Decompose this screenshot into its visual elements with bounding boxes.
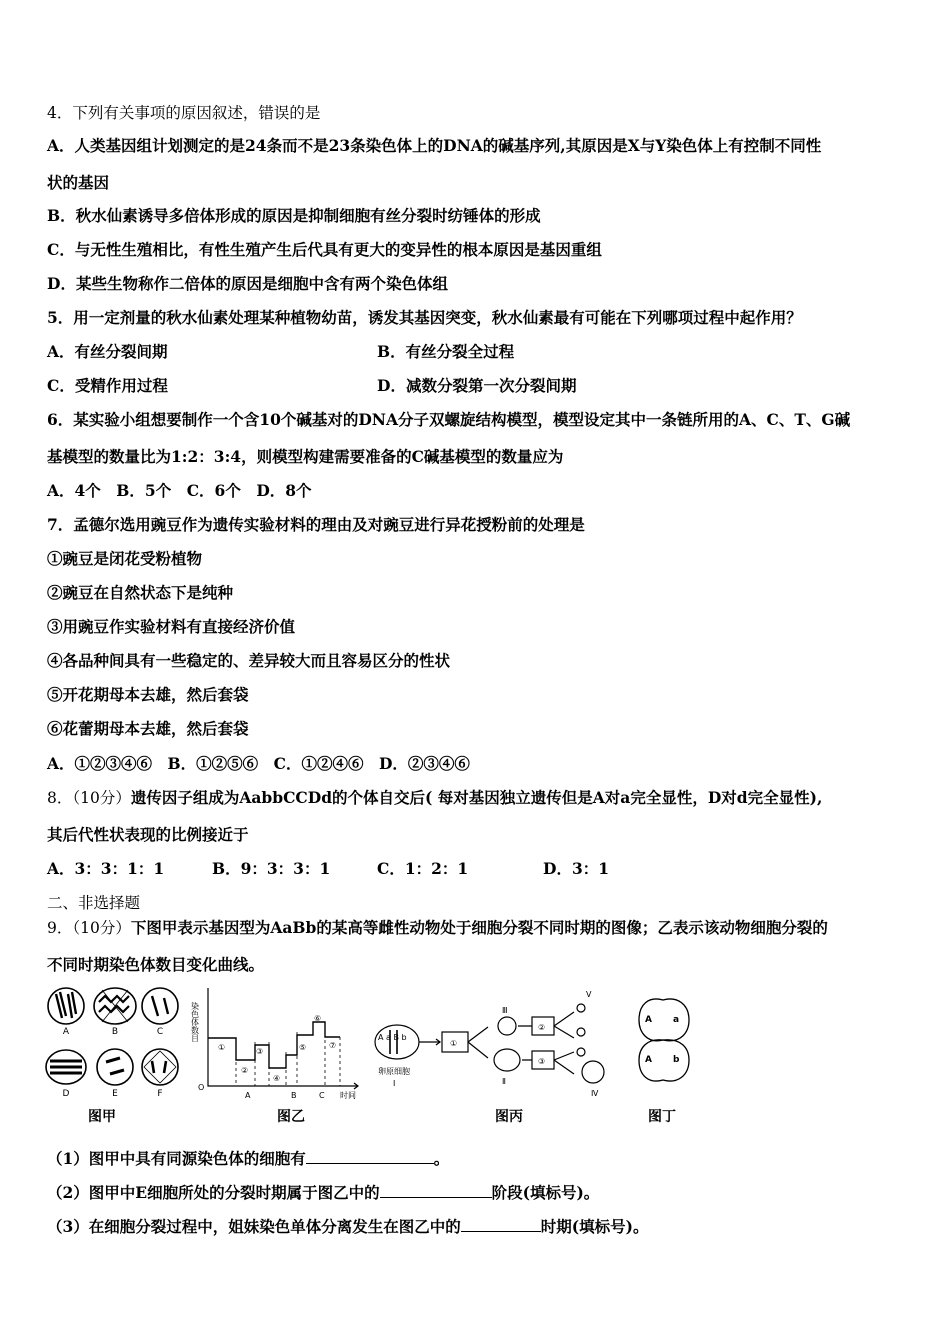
answer-blank-3[interactable] [461, 1216, 541, 1232]
q8-option-c: C．1：2：1 [377, 859, 469, 878]
q9-stem-line2: 不同时期染色体数目变化曲线。 [47, 955, 265, 974]
cell-f [142, 1049, 178, 1085]
bing-cell-label: 卵原细胞 [378, 1067, 410, 1076]
section-title: 二、非选择题 [47, 894, 141, 912]
q5-option-c: C．受精作用过程 [47, 376, 168, 395]
ding-gene-4: b [673, 1055, 680, 1065]
cell-label-d: D [62, 1089, 70, 1099]
ding-gene-2: a [673, 1015, 680, 1025]
q4-option-a-line1: A．人类基因组计划测定的是24条而不是23条染色体上的DNA的碱基序列,其原因是X与Y染色体上有控制不同性 [47, 136, 822, 155]
yi-mark-1: ① [218, 1043, 226, 1052]
yi-stage-b: B [291, 1091, 297, 1100]
yi-stage-a: A [245, 1091, 251, 1100]
bing-roman-3: Ⅲ [502, 1006, 508, 1015]
caption-yi: 图乙 [277, 1109, 305, 1125]
figure-yi [192, 982, 367, 1102]
cell-d [46, 1050, 86, 1084]
figure-jia [44, 982, 189, 1102]
answer-blank-2[interactable] [380, 1182, 492, 1198]
q7-item-2: ②豌豆在自然状态下是纯种 [47, 583, 234, 602]
cell-a [48, 988, 84, 1024]
cell-label-c: C [156, 1027, 164, 1037]
cell-b [94, 988, 136, 1024]
yi-mark-7: ⑦ [329, 1041, 337, 1050]
bing-roman-4: Ⅳ [591, 1089, 599, 1098]
q6-stem-line2: 基模型的数量比为1:2：3:4，则模型构建需要准备的C碱基模型的数量应为 [47, 447, 564, 466]
cell-label-b: B [111, 1027, 119, 1037]
caption-jia: 图甲 [88, 1109, 116, 1125]
yi-xlabel: 时间 [340, 1091, 356, 1100]
q9-stem-line1: 9．（10分）下图甲表示基因型为AaBb的某高等雌性动物处于细胞分裂不同时期的图像；乙表示该动物细胞分裂的 [47, 918, 828, 937]
cell-label-a: A [62, 1027, 70, 1037]
cell-label-e: E [112, 1089, 118, 1099]
q7-item-4: ④各品种间具有一些稳定的、差异较大而且容易区分的性状 [47, 651, 451, 670]
q4-option-b: B．秋水仙素诱导多倍体形成的原因是抑制细胞有丝分裂时纺锤体的形成 [47, 206, 541, 225]
figure-ding [635, 982, 695, 1102]
yi-stage-c: C [319, 1091, 325, 1100]
bing-genes: A a B b [378, 1033, 407, 1042]
q5-option-b: B．有丝分裂全过程 [377, 342, 515, 361]
q7-item-1: ①豌豆是闭花受粉植物 [47, 549, 203, 568]
bing-step-3: ③ [538, 1057, 546, 1066]
yi-curve [208, 1022, 340, 1068]
q8-option-a: A．3：3：1：1 [47, 859, 165, 878]
yi-origin: O [198, 1083, 205, 1092]
q7-item-3: ③用豌豆作实验材料有直接经济价值 [47, 617, 296, 636]
caption-bing: 图丙 [495, 1109, 523, 1125]
bing-roman-1: Ⅰ [393, 1079, 396, 1088]
cell-e [97, 1049, 133, 1085]
yi-mark-3: ③ [256, 1047, 264, 1056]
q6-options: A．4个 B．5个 C．6个 D．8个 [47, 481, 312, 500]
q9-sub1: （1）图甲中具有同源染色体的细胞有 。 [47, 1149, 450, 1168]
q6-stem-line1: 6．某实验小组想要制作一个含10个碱基对的DNA分子双螺旋结构模型，模型设定其中一条链所用的A、C、T、G碱 [47, 410, 851, 429]
q4-stem: 4．下列有关事项的原因叙述，错误的是 [47, 104, 321, 122]
ding-gene-1: A [645, 1015, 652, 1025]
figure-bing [370, 982, 620, 1102]
q8-stem-line1: 8．（10分）遗传因子组成为AabbCCDd的个体自交后( 每对基因独立遗传但是A对a完全显性，D对d完全显性), [47, 788, 823, 807]
bing-step-2: ② [538, 1023, 546, 1032]
q8-stem-line2: 其后代性状表现的比例接近于 [47, 825, 249, 844]
bing-step-1: ① [450, 1039, 458, 1048]
yi-ylabel: 染色体数目 [190, 1002, 200, 1042]
q5-stem: 5．用一定剂量的秋水仙素处理某种植物幼苗，诱发其基因突变，秋水仙素最有可能在下列哪项过程中起作用？ [47, 308, 802, 327]
ding-gene-3: A [645, 1055, 652, 1065]
q5-option-a: A．有丝分裂间期 [47, 342, 168, 361]
q8-option-b: B．9：3：3：1 [212, 859, 331, 878]
q7-stem: 7．孟德尔选用豌豆作为遗传实验材料的理由及对豌豆进行异花授粉前的处理是 [47, 515, 585, 534]
q7-options: A．①②③④⑥ B．①②⑤⑥ C．①②④⑥ D．②③④⑥ [47, 754, 470, 773]
yi-mark-5: ⑤ [299, 1043, 307, 1052]
q7-item-5: ⑤开花期母本去雄，然后套袋 [47, 685, 249, 704]
bing-roman-5: Ⅴ [586, 990, 592, 999]
cell-label-f: F [157, 1089, 163, 1099]
q8-option-d: D．3：1 [543, 859, 610, 878]
q4-option-d: D．某些生物称作二倍体的原因是细胞中含有两个染色体组 [47, 274, 448, 293]
yi-mark-6: ⑥ [314, 1014, 322, 1023]
yi-mark-2: ② [241, 1066, 249, 1075]
bing-roman-2: Ⅱ [502, 1077, 506, 1086]
q4-option-c: C．与无性生殖相比，有性生殖产生后代具有更大的变异性的根本原因是基因重组 [47, 240, 602, 259]
caption-ding: 图丁 [648, 1109, 676, 1125]
q4-option-a-line2: 状的基因 [47, 173, 110, 192]
cell-c [142, 988, 178, 1024]
q9-sub3: （3）在细胞分裂过程中，姐妹染色单体分离发生在图乙中的 时期(填标号)。 [47, 1217, 649, 1236]
q9-sub2: （2）图甲中E细胞所处的分裂时期属于图乙中的 阶段(填标号)。 [47, 1183, 600, 1202]
q7-item-6: ⑥花蕾期母本去雄，然后套袋 [47, 719, 249, 738]
q5-option-d: D．减数分裂第一次分裂间期 [377, 376, 577, 395]
yi-mark-4: ④ [273, 1074, 281, 1083]
answer-blank-1[interactable] [306, 1148, 434, 1164]
